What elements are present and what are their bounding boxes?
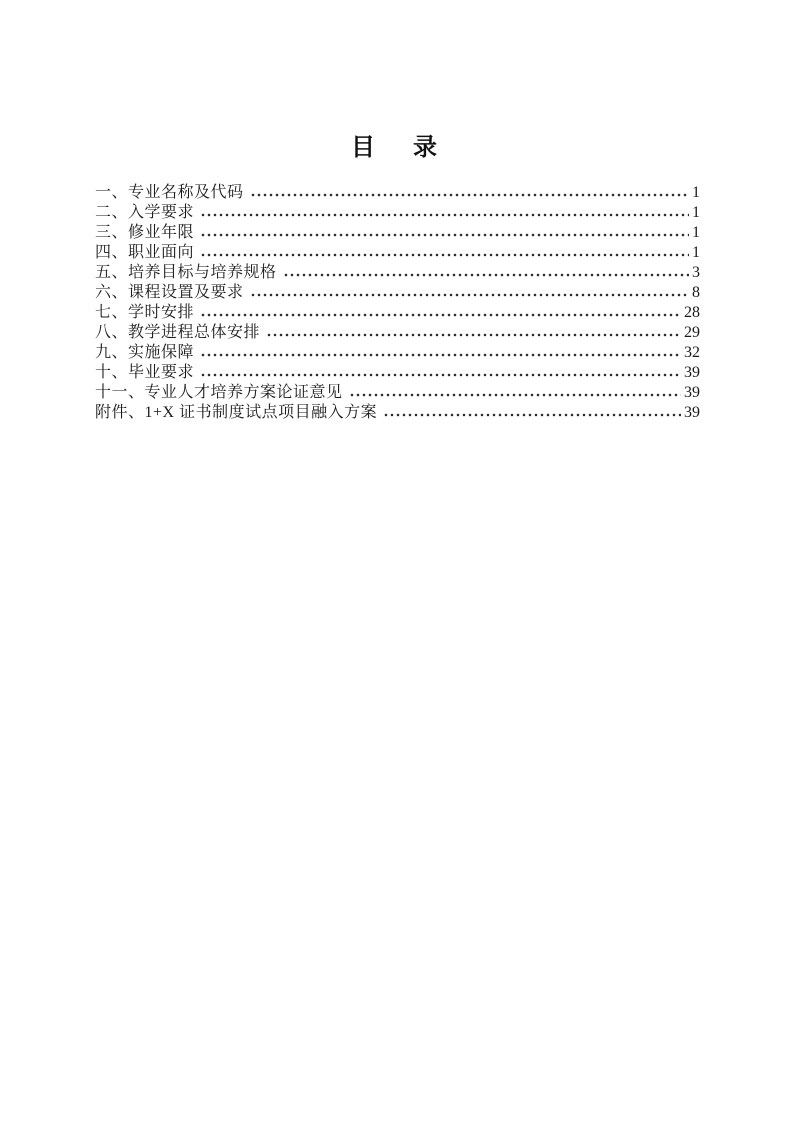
toc-entry-label: 一、专业名称及代码 [95,184,244,201]
dot-leader [250,183,689,203]
dot-leader [200,303,681,323]
table-of-contents [95,183,700,423]
toc-entry-page: 32 [684,344,700,361]
dot-leader [200,363,681,383]
toc-entry-page: 1 [692,244,700,261]
toc-entry-page: 1 [692,204,700,221]
toc-entry-label: 四、职业面向 [95,244,195,261]
dot-leader [250,283,689,303]
dot-leader [200,343,681,363]
toc-entry-page: 39 [684,404,700,421]
toc-entry-label: 八、教学进程总体安排 [95,324,261,341]
dot-leader [200,223,689,243]
toc-entry-label: 五、培养目标与培养规格 [95,264,277,281]
dot-leader [283,263,689,283]
toc-entry-label: 二、入学要求 [95,204,195,221]
toc-entry-page: 3 [692,264,700,281]
toc-entry-label: 十、毕业要求 [95,364,195,381]
dot-leader [200,243,689,263]
toc-entry-label: 三、修业年限 [95,224,195,241]
toc-entry-page: 1 [692,184,700,201]
toc-entry-label: 七、学时安排 [95,304,195,321]
toc-entry[interactable] [95,263,700,283]
toc-entry[interactable] [95,243,700,263]
toc-entry[interactable] [95,223,700,243]
dot-leader [200,203,689,223]
toc-entry-page: 39 [684,384,700,401]
toc-entry[interactable] [95,323,700,343]
toc-entry[interactable] [95,343,700,363]
dot-leader [266,323,681,343]
toc-entry[interactable] [95,303,700,323]
toc-entry[interactable] [95,403,700,423]
toc-entry-page: 28 [684,304,700,321]
toc-entry[interactable] [95,383,700,403]
toc-entry[interactable] [95,283,700,303]
toc-entry-page: 1 [692,224,700,241]
toc-entry-label: 九、实施保障 [95,344,195,361]
toc-entry[interactable] [95,183,700,203]
toc-entry-label: 十一、专业人才培养方案论证意见 [95,384,343,401]
toc-entry-page: 39 [684,364,700,381]
dot-leader [349,383,681,403]
toc-entry-label: 六、课程设置及要求 [95,284,244,301]
toc-entry-label: 附件、1+X 证书制度试点项目融入方案 [95,404,378,421]
toc-entry[interactable] [95,203,700,223]
toc-entry-page: 8 [692,284,700,301]
toc-entry-page: 29 [684,324,700,341]
page-title: 目 录 [351,134,444,161]
toc-entry[interactable] [95,363,700,383]
dot-leader [383,403,681,423]
